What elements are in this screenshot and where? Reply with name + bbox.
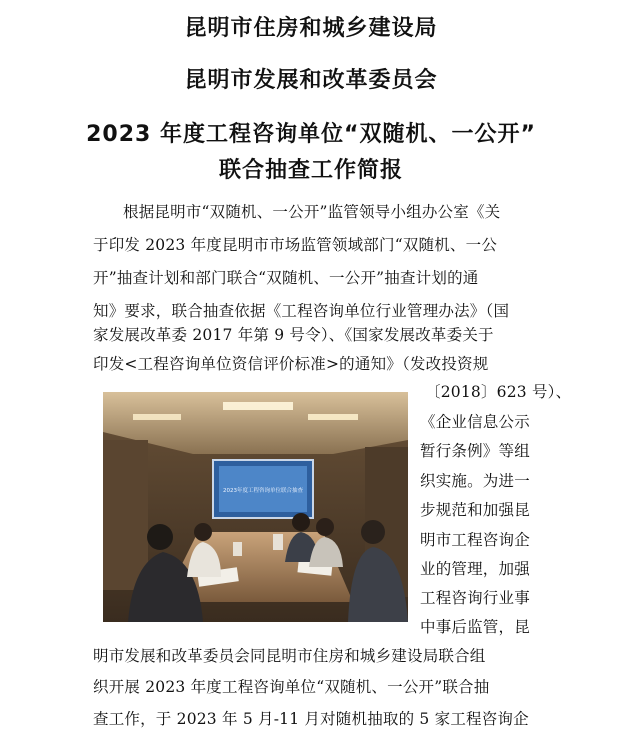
- body-line: 明市发展和改革委员会同昆明市住房和城乡建设局联合组: [93, 647, 486, 665]
- body-line: 〔2018〕623 号）、: [425, 383, 572, 401]
- body-line: 工程咨询行业事: [420, 589, 530, 607]
- body-line: 开”抽查计划和部门联合“双随机、一公开”抽查计划的通: [93, 269, 479, 287]
- body-line: 《企业信息公示: [420, 413, 530, 431]
- body-line: 家发展改革委 2017 年第 9 号令）、《国家发展改革委关于: [93, 326, 494, 344]
- screen-slide-text: 2023年度工程咨询单位联合抽查: [223, 488, 303, 494]
- body-line: 明市工程咨询企: [420, 531, 530, 549]
- org-name-housing: 昆明市住房和城乡建设局: [184, 16, 438, 41]
- body-line: 于印发 2023 年度昆明市市场监管领域部门“双随机、一公: [93, 236, 498, 254]
- body-line: 知》要求，联合抽查依据《工程咨询单位行业管理办法》（国: [93, 302, 510, 320]
- body-line: 暂行条例》等组: [420, 442, 530, 460]
- body-line: 中事后监管，昆: [420, 618, 530, 636]
- body-line: 步规范和加强昆: [420, 501, 530, 519]
- body-line: 印发<工程咨询单位资信评价标准>的通知》（发改投资规: [93, 355, 489, 373]
- body-line: 根据昆明市“双随机、一公开”监管领导小组办公室《关: [123, 203, 501, 221]
- body-line: 业的管理，加强: [420, 560, 530, 578]
- report-title-line2: 联合抽查工作简报: [218, 158, 403, 183]
- org-name-development: 昆明市发展和改革委员会: [184, 68, 438, 93]
- body-line: 织实施。为进一: [420, 472, 530, 490]
- body-line: 查工作，于 2023 年 5 月-11 月对随机抽取的 5 家工程咨询企: [93, 710, 529, 728]
- report-title-line1: 2023 年度工程咨询单位“双随机、一公开”: [86, 122, 536, 147]
- meeting-photo: [103, 392, 408, 622]
- body-line: 织开展 2023 年度工程咨询单位“双随机、一公开”联合抽: [93, 678, 490, 696]
